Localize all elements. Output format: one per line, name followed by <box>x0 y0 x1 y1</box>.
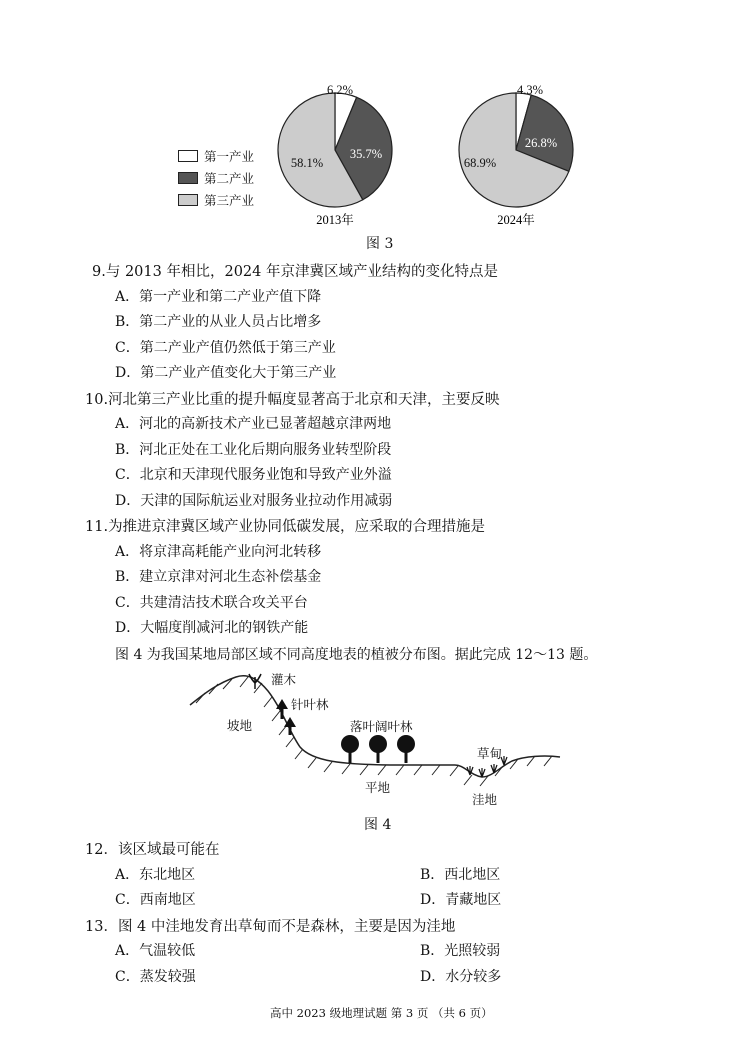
option-9d: D．第二产业产值变化大于第三产业 <box>115 365 337 381</box>
question-11 <box>85 515 485 536</box>
label-flat: 平地 <box>365 780 391 795</box>
question-stem: 为推进京津冀区域产业协同低碳发展，应采取的合理措施是 <box>108 519 486 535</box>
pie-slice-label: 35.7% <box>349 147 383 161</box>
question-stem: 与 2013 年相比，2024 年京津冀区域产业结构的变化特点是 <box>105 264 498 280</box>
label-shrub: 灌木 <box>271 672 297 687</box>
option-11b: B．建立京津对河北生态补偿基金 <box>115 569 322 585</box>
pie-slice-label: 26.8% <box>524 136 558 150</box>
broadleaf-tree-icon <box>341 735 415 763</box>
legend-label-primary: 第一产业 <box>204 149 255 164</box>
option-13a: A．气温较低 <box>115 943 196 959</box>
option-10b: B．河北正处在工业化后期向服务业转型阶段 <box>115 442 392 458</box>
option-10c: C．北京和天津现代服务业饱和导致产业外溢 <box>115 467 392 483</box>
pie-year-label: 2024年 <box>497 213 535 227</box>
legend-label-tertiary: 第三产业 <box>204 193 255 208</box>
label-broadleaf: 落叶阔叶林 <box>350 719 413 734</box>
option-11a: A．将京津高耗能产业向河北转移 <box>115 544 322 560</box>
question-9 <box>92 260 498 281</box>
label-meadow: 草甸 <box>477 746 503 761</box>
label-depression: 洼地 <box>472 792 498 807</box>
option-9c: C．第二产业产值仍然低于第三产业 <box>115 340 336 356</box>
page-footer: 高中 2023 级地理试题 第 3 页 （共 6 页） <box>270 1006 493 1020</box>
pie-slice-label: 6.2% <box>326 83 354 97</box>
option-11c: C．共建清洁技术联合攻关平台 <box>115 595 308 611</box>
question-10 <box>85 388 500 409</box>
option-12a: A．东北地区 <box>115 867 196 883</box>
question-number: 10. <box>85 392 109 408</box>
pie-year-label: 2013年 <box>316 213 354 227</box>
option-12d: D．青藏地区 <box>420 892 502 908</box>
figure-3-caption: 图 3 <box>366 236 394 252</box>
pie-slice-label: 68.9% <box>463 156 497 170</box>
option-12b: B．西北地区 <box>420 867 501 883</box>
figure-4-intro: 图 4 为我国某地局部区域不同高度地表的植被分布图。据此完成 12～13 题。 <box>115 647 598 663</box>
option-13b: B．光照较弱 <box>420 943 501 959</box>
pie-slice-label: 58.1% <box>290 156 324 170</box>
legend-label-secondary: 第二产业 <box>204 171 255 186</box>
question-12-stem: 12．该区域最可能在 <box>85 842 220 858</box>
question-number: 9. <box>92 264 106 280</box>
figure-4-caption: 图 4 <box>364 817 392 833</box>
question-number: 11. <box>85 519 109 535</box>
option-13d: D．水分较多 <box>420 969 502 985</box>
option-9a: A．第一产业和第二产业产值下降 <box>115 289 322 305</box>
option-10a: A．河北的高新技术产业已显著超越京津两地 <box>115 416 392 432</box>
label-slope: 坡地 <box>227 718 253 733</box>
option-10d: D．天津的国际航运业对服务业拉动作用减弱 <box>115 493 393 509</box>
pie-charts <box>0 0 752 240</box>
pie-slice-label: 4.3% <box>516 83 544 97</box>
option-12c: C．西南地区 <box>115 892 196 908</box>
option-9b: B．第二产业的从业人员占比增多 <box>115 314 322 330</box>
question-13-stem: 13．图 4 中洼地发育出草甸而不是森林，主要是因为洼地 <box>85 919 456 935</box>
question-stem: 河北第三产业比重的提升幅度显著高于北京和天津，主要反映 <box>108 392 500 408</box>
option-11d: D．大幅度削减河北的钢铁产能 <box>115 620 309 636</box>
label-conifer: 针叶林 <box>291 697 329 712</box>
option-13c: C．蒸发较强 <box>115 969 196 985</box>
